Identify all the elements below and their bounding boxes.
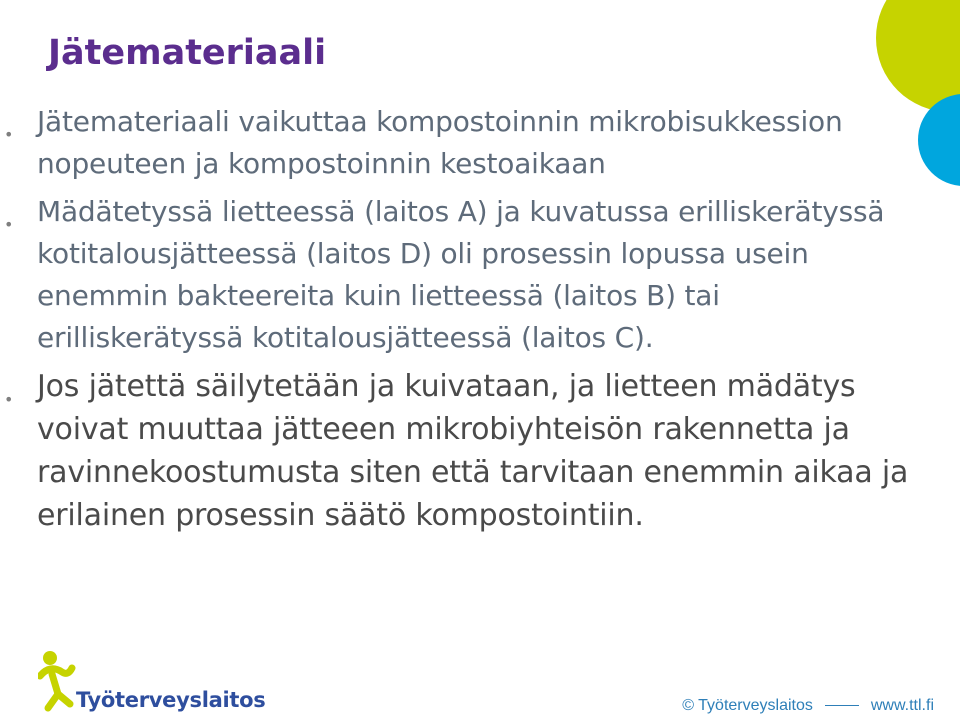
footer-divider	[825, 705, 859, 706]
bullet-item	[0, 101, 920, 185]
slide-title: Jätemateriaali	[48, 33, 327, 73]
bullet-icon: •	[4, 125, 14, 144]
bullet-list	[0, 101, 920, 543]
bullet-icon: •	[4, 390, 14, 409]
bullet-item	[0, 191, 920, 359]
logo-wordmark: Työterveyslaitos	[76, 688, 266, 712]
copyright-text: © Työterveyslaitos	[682, 697, 813, 714]
bullet-icon: •	[4, 215, 14, 234]
footer-credits	[682, 697, 934, 715]
bullet-text: Mädätetyssä lietteessä (laitos A) ja kuvatussa erilliskerätyssä kotitalousjätteessä (laitos D) oli prosessin lopussa usein enemmin bakteereita kuin lietteessä (laitos B) tai erilliskerätyssä kotitalousjätteessä (laitos C).	[37, 195, 885, 354]
blue-circle	[918, 94, 960, 186]
bullet-item	[0, 365, 920, 537]
website-link[interactable]: www.ttl.fi	[870, 697, 934, 714]
lime-circle	[876, 0, 960, 112]
bullet-text: Jätemateriaali vaikuttaa kompostoinnin mikrobisukkession nopeuteen ja kompostoinnin kestoaikaan	[37, 105, 843, 180]
bullet-text: Jos jätettä säilytetään ja kuivataan, ja lietteen mädätys voivat muuttaa jätteeen mikrobiyhteisön rakennetta ja ravinnekoostumusta siten että tarvitaan enemmin aikaa ja erilainen prosessin säätö kompostointiin.	[37, 369, 909, 533]
